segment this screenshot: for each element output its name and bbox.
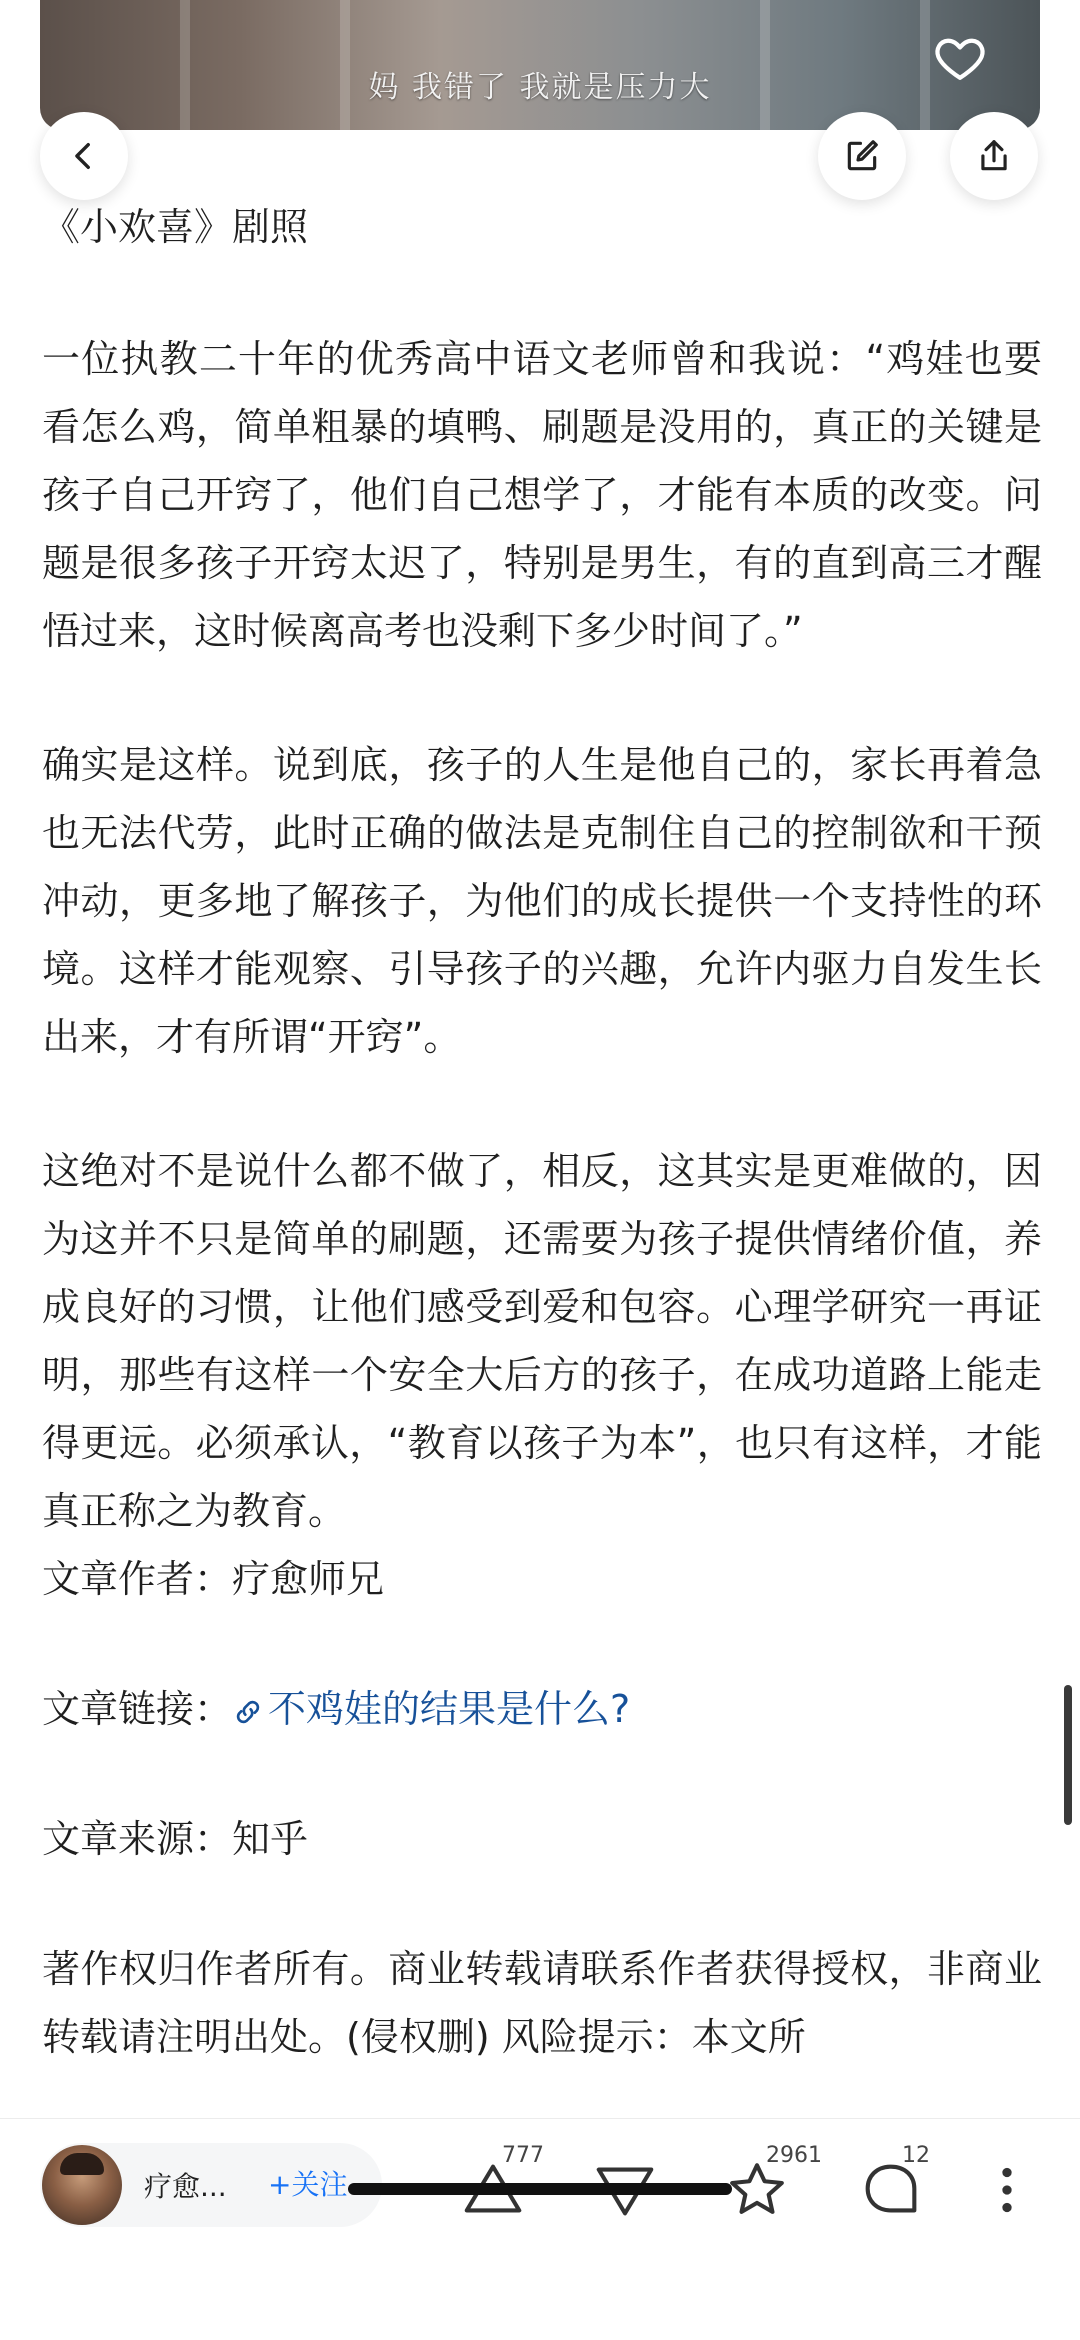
edit-button[interactable] — [818, 112, 906, 200]
article-link[interactable]: 不鸡娃的结果是什么? — [268, 1687, 631, 1731]
more-vertical-icon — [972, 2155, 1042, 2225]
avatar[interactable] — [42, 2145, 122, 2225]
video-thumbnail[interactable] — [40, 0, 1040, 130]
image-caption: 《小欢喜》剧照 — [42, 205, 309, 249]
share-button[interactable] — [950, 112, 1038, 200]
author-chip[interactable] — [40, 2143, 382, 2227]
article-body — [42, 195, 1042, 2071]
source-line: 文章来源：知乎 — [42, 1817, 309, 1861]
chevron-left-icon — [67, 139, 101, 173]
paragraph: 这绝对不是说什么都不做了，相反，这其实是更难做的，因为这并不只是简单的刷题，还需要为孩子提供情绪价值，养成良好的习惯，让他们感受到爱和包容。心理学研究一再证明，那些有这样一个安全大后方的孩子，在成功道路上能走得更远。必须承认，“教育以孩子为本”，也只有这样，才能真正称之为教育。 — [42, 1149, 1042, 1533]
author-name[interactable]: 疗愈... — [144, 2170, 227, 2203]
upvote-count: 777 — [502, 2143, 544, 2168]
link-line — [42, 1675, 1042, 1743]
link-label: 文章链接： — [42, 1687, 233, 1731]
heart-icon[interactable] — [932, 30, 988, 86]
video-subtitle: 妈 我错了 我就是压力大 — [368, 70, 712, 105]
scrollbar[interactable] — [1064, 1685, 1072, 1825]
share-icon — [975, 137, 1013, 175]
author-line: 文章作者：疗愈师兄 — [42, 1557, 385, 1601]
bottom-action-bar — [0, 2118, 1080, 2340]
home-indicator[interactable] — [348, 2183, 732, 2195]
paragraph: 确实是这样。说到底，孩子的人生是他自己的，家长再着急也无法代劳，此时正确的做法是克制住自己的控制欲和干预冲动，更多地了解孩子，为他们的成长提供一个支持性的环境。这样才能观察、引导孩子的兴趣，允许内驱力自发生长出来，才有所谓“开窍”。 — [42, 743, 1042, 1059]
more-button[interactable] — [972, 2155, 1042, 2225]
link-icon — [232, 1696, 264, 1728]
back-button[interactable] — [40, 112, 128, 200]
follow-button[interactable]: +关注 — [268, 2168, 348, 2201]
paragraph: 一位执教二十年的优秀高中语文老师曾和我说：“鸡娃也要看怎么鸡，简单粗暴的填鸭、刷题是没用的，真正的关键是孩子自己开窍了，他们自己想学了，才能有本质的改变。问题是很多孩子开窍太迟了，特别是男生，有的直到高三才醒悟过来，这时候离高考也没剩下多少时间了。” — [42, 337, 1042, 653]
edit-icon — [843, 137, 881, 175]
copyright-notice: 著作权归作者所有。商业转载请联系作者获得授权，非商业转载请注明出处。(侵权删) 风险提示：本文所 — [42, 1947, 1042, 2059]
comment-count: 12 — [902, 2143, 930, 2168]
favorite-count: 2961 — [766, 2143, 822, 2168]
